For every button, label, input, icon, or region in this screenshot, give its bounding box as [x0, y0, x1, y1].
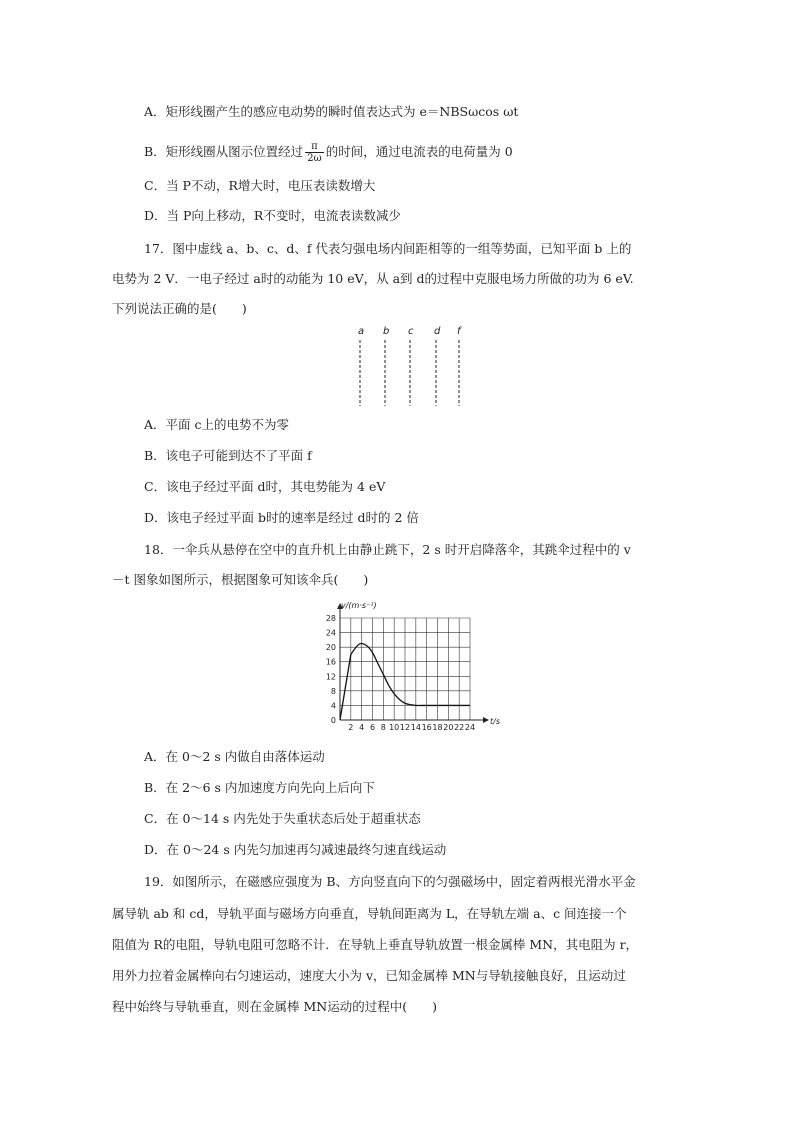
- x-tick-label: 4: [359, 723, 365, 732]
- y-tick-label: 28: [325, 614, 336, 623]
- q17-option-b: B．该电子可能到达不了平面 f: [144, 448, 312, 463]
- x-tick-label: 16: [421, 723, 432, 732]
- fraction-denominator: 2ω: [307, 153, 322, 164]
- q16-option-a: A．矩形线圈产生的感应电动势的瞬时值表达式为 e＝NBSωcos ωt: [144, 104, 519, 119]
- x-axis-label: t/s: [490, 717, 500, 726]
- y-tick-label: 8: [330, 686, 336, 696]
- q17-option-d: D．该电子经过平面 b时的速率是经过 d时的 2 倍: [144, 510, 419, 525]
- x-tick-label: 2: [348, 723, 354, 732]
- surface-label-b: b: [383, 326, 390, 337]
- x-tick-label: 24: [464, 723, 476, 732]
- x-tick-label: 6: [369, 723, 376, 732]
- y-tick-label: 16: [325, 657, 336, 667]
- surface-label-c: c: [408, 326, 414, 337]
- fraction: [305, 141, 324, 164]
- q16-option-b: [144, 141, 513, 164]
- x-tick-label: 12: [399, 723, 411, 732]
- q17-option-c: C．该电子经过平面 d时，其电势能为 4 eV: [144, 479, 386, 494]
- x-tick-label: 18: [432, 723, 443, 732]
- q18-option-a: A．在 0～2 s 内做自由落体运动: [144, 749, 325, 764]
- q19-stem-line1: 19．如图所示，在磁感应强度为 B、方向竖直向下的匀强磁场中，固定着两根光滑水平金: [144, 874, 636, 889]
- q19-stem-line2: 属导轨 ab 和 cd，导轨平面与磁场方向垂直，导轨间距离为 L，在导轨左端 a、c 间连接一个: [112, 906, 627, 921]
- x-tick-label: 8: [380, 723, 386, 732]
- q18-stem-line2: －t 图象如图所示，根据图象可知该伞兵( ): [112, 572, 369, 587]
- q17-stem-line3: 下列说法正确的是( ): [112, 301, 247, 316]
- q18-option-d: D．在 0～24 s 内先匀加速再匀减速最终匀速直线运动: [144, 842, 447, 857]
- q16-option-d: D．当 P向上移动，R不变时，电流表读数减少: [144, 208, 401, 223]
- q17-stem-line1: 17．图中虚线 a、b、c、d、f 代表匀强电场内间距相等的一组等势面，已知平面 b 上的: [144, 241, 632, 256]
- q16-option-b-suffix: 的时间，通过电流表的电荷量为 0: [325, 144, 513, 159]
- v-t-chart: [305, 598, 505, 740]
- q17-stem-line2: 电势为 2 V．一电子经过 a时的动能为 10 eV，从 a到 d的过程中克服电场力所做的功为 6 eV.: [112, 271, 634, 286]
- y-axis-label: v/(m·s⁻¹): [341, 601, 377, 610]
- y-tick-label: 0: [330, 716, 336, 725]
- y-tick-label: 24: [325, 628, 336, 638]
- q19-stem-line3: 阻值为 R的电阻，导轨电阻可忽略不计．在导轨上垂直导轨放置一根金属棒 MN，其电阻为 r，: [112, 937, 639, 952]
- surface-label-d: d: [434, 326, 441, 337]
- surface-label-a: a: [358, 326, 365, 337]
- fraction-numerator: π: [305, 141, 324, 153]
- y-tick-label: 4: [330, 701, 336, 711]
- equipotential-figure: [350, 322, 470, 410]
- q18-option-b: B．在 2～6 s 内加速度方向先向上后向下: [144, 780, 375, 795]
- q19-stem-line4: 用外力拉着金属棒向右匀速运动，速度大小为 v，已知金属棒 MN与导轨接触良好，且运动过: [112, 968, 626, 983]
- x-tick-label: 14: [410, 723, 421, 732]
- q18-stem-line1: 18．一伞兵从悬停在空中的直升机上由静止跳下，2 s 时开启降落伞，其跳伞过程中的 v: [144, 542, 631, 557]
- q16-option-c: C．当 P不动，R增大时，电压表读数增大: [144, 178, 376, 193]
- q16-option-b-prefix: B．矩形线圈从图示位置经过: [144, 144, 304, 159]
- x-tick-label: 22: [454, 723, 465, 732]
- x-tick-label: 10: [389, 723, 400, 732]
- q17-option-a: A．平面 c上的电势不为零: [144, 417, 290, 432]
- y-tick-label: 20: [325, 643, 336, 653]
- y-tick-label: 12: [325, 672, 336, 682]
- surface-label-f: f: [457, 326, 461, 337]
- q18-option-c: C．在 0～14 s 内先处于失重状态后处于超重状态: [144, 811, 421, 826]
- q19-stem-line5: 程中始终与导轨垂直，则在金属棒 MN运动的过程中( ): [112, 999, 437, 1014]
- x-tick-label: 20: [443, 723, 454, 732]
